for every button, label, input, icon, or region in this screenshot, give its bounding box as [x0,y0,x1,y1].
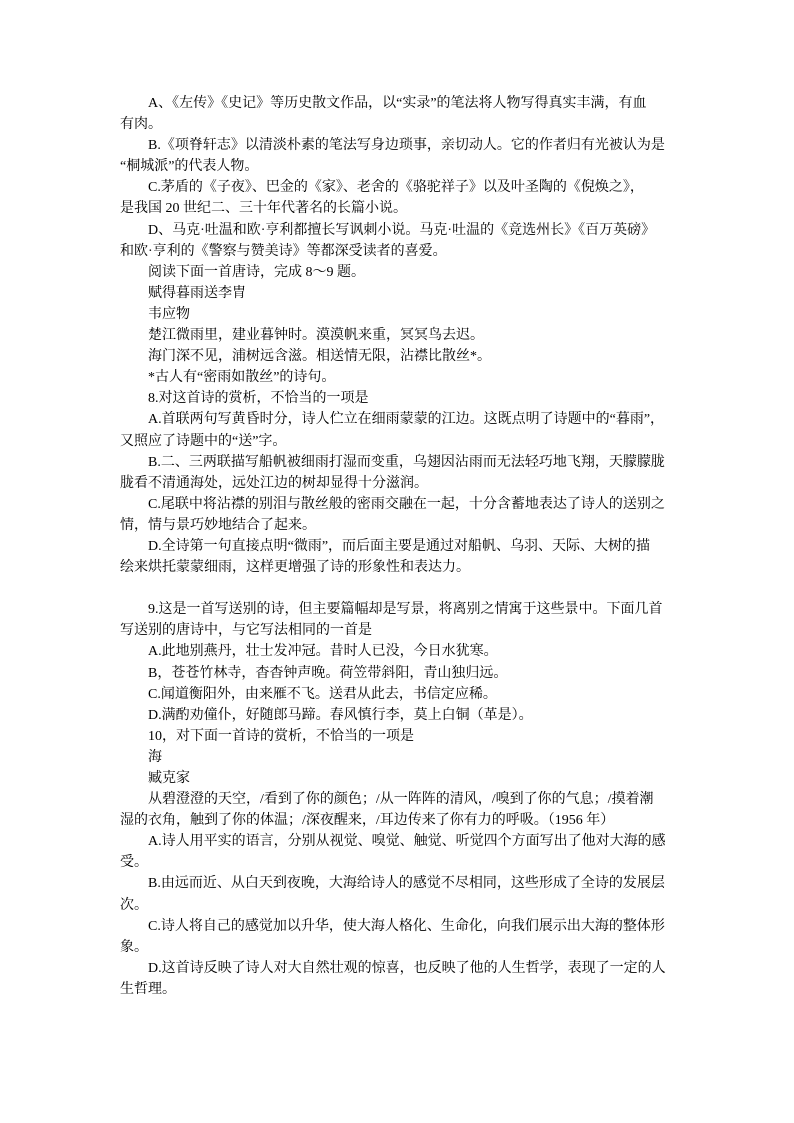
text-line: D、马克·吐温和欧·亨利都擅长写讽刺小说。马克·吐温的《竞选州长》《百万英磅》 [148,222,656,238]
text-line: 情，情与景巧妙地结合了起来。 [120,517,316,533]
text-line: 受。 [120,855,148,871]
text-line: 阅读下面一首唐诗，完成 8～9 题。 [148,264,365,280]
text-line: 又照应了诗题中的“送”字。 [120,433,287,449]
text-line: 湿的衣角，触到了你的体温；/深夜醒来，/耳边传来了你有力的呼吸。（1956 年） [120,813,615,829]
text-line: 绘来烘托蒙蒙细雨，这样更增强了诗的形象性和表达力。 [120,560,470,576]
text-line: B.二、三两联描写船帆被细雨打湿而变重，乌翅因沾雨而无法轻巧地飞翔，天朦朦胧 [148,454,665,470]
text-line: C.诗人将自己的感觉加以升华，使大海人格化、生命化，向我们展示出大海的整体形 [148,918,665,934]
text-line: 海门深不见，浦树远含滋。相送情无限，沾襟比散丝*。 [148,349,491,365]
text-line: 赋得暮雨送李胄 [148,285,246,301]
text-line: 韦应物 [148,306,190,322]
text-line: 和欧·亨利的《警察与赞美诗》等都深受读者的喜爱。 [120,243,447,259]
text-line: C.茅盾的《子夜》、巴金的《家》、老舍的《骆驼祥子》以及叶圣陶的《倪焕之》， [148,180,644,196]
text-line: 象。 [120,939,148,955]
text-line: “桐城派”的代表人物。 [120,159,259,175]
document-body [120,93,690,1000]
text-line: A、《左传》《史记》等历史散文作品，以“实录”的笔法将人物写得真实丰满，有血 [148,96,647,111]
text-line: A.诗人用平实的语言，分别从视觉、嗅觉、触觉、听觉四个方面写出了他对大海的感 [148,834,666,850]
text-line: D.这首诗反映了诗人对大自然壮观的惊喜，也反映了他的人生哲学，表现了一定的人 [148,960,666,976]
text-line: 10，对下面一首诗的赏析，不恰当的一项是 [148,728,414,744]
text-line [120,578,690,599]
text-line: 胧看不清通海处，远处江边的树却显得十分滋润。 [120,475,428,491]
text-line: D.全诗第一句直接点明“微雨”，而后面主要是通过对船帆、乌羽、天际、大树的描 [148,538,651,554]
text-line: 8.对这首诗的赏析，不恰当的一项是 [148,391,369,407]
text-line: 从碧澄澄的天空，/看到了你的颜色；/从一阵阵的清风，/嗅到了你的气息；/摸着潮 [148,792,654,808]
text-line: 臧克家 [148,771,190,786]
text-line: 写送别的唐诗中，与它写法相同的一首是 [120,623,372,639]
text-line: C.尾联中将沾襟的别泪与散丝般的密雨交融在一起，十分含蓄地表达了诗人的送别之 [148,496,665,512]
text-line: B.《项脊轩志》以清淡朴素的笔法写身边琐事，亲切动人。它的作者归有光被认为是 [148,138,665,154]
text-line: 楚江微雨里，建业暮钟时。漠漠帆来重，冥冥鸟去迟。 [148,328,484,344]
text-line: 生哲理。 [120,981,176,997]
text-line: 海 [148,749,162,765]
text-line: *古人有“密雨如散丝”的诗句。 [148,370,336,386]
text-line: B，苍苍竹林寺，杳杳钟声晚。荷笠带斜阳，青山独归远。 [148,665,508,681]
text-line: 有肉。 [120,117,162,133]
text-line: A.此地别燕丹，壮士发冲冠。昔时人已没，今日水犹寒。 [148,644,498,660]
text-line: A.首联两句写黄昏时分，诗人伫立在细雨蒙蒙的江边。这既点明了诗题中的“暮雨”， [148,412,665,428]
text-line: 次。 [120,897,148,913]
text-line: B.由远而近、从白天到夜晚，大海给诗人的感觉不尽相同，这些形成了全诗的发展层 [148,876,665,892]
text-line: 是我国 20 世纪二、三十年代著名的长篇小说。 [120,201,407,217]
text-line: C.闻道衡阳外，由来雁不飞。送君从此去，书信定应稀。 [148,686,497,702]
text-line: D.满酌劝僮仆，好随郎马蹄。春风慎行李，莫上白铜（革是）。 [148,707,533,723]
text-line: 9.这是一首写送别的诗，但主要篇幅却是写景，将离别之情寓于这些景中。下面几首 [148,602,663,618]
